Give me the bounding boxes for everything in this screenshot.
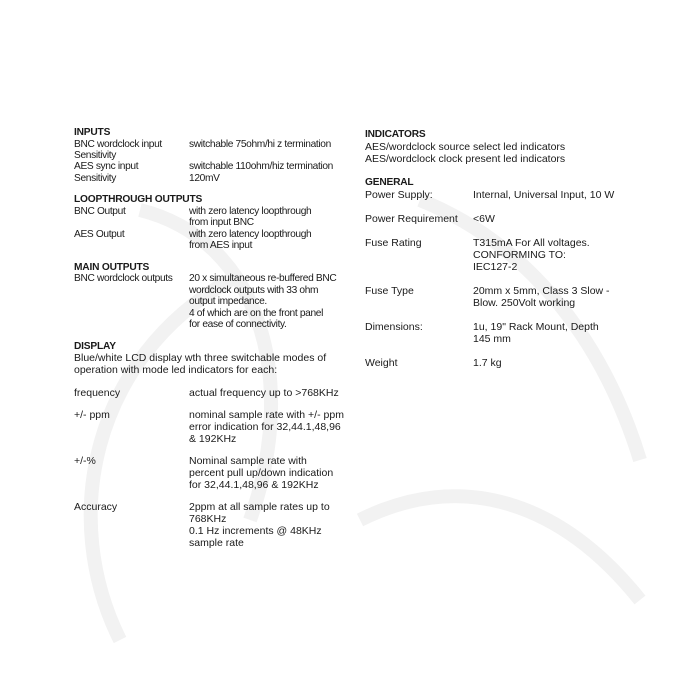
main-outputs-value-line: wordclock outputs with 33 ohm [189,284,319,296]
inputs-label: Sensitivity [74,172,117,184]
inputs-section [74,139,344,185]
general-value-line: Internal, Universal Input, 10 W [473,189,615,201]
general-row [365,285,645,309]
display-value-line: actual frequency up to >768KHz [189,387,339,399]
loopthrough-label: BNC Output [74,205,126,217]
display-value-line: & 192KHz [189,433,237,445]
general-label: Power Requirement [365,213,458,225]
general-value-line: 1.7 kg [473,357,502,369]
general-value-line: <6W [473,213,495,225]
general-value-line: Blow. 250Volt working [473,297,576,309]
display-row [74,455,344,491]
loopthrough-value-line: with zero latency loopthrough [189,228,312,240]
main-outputs-value-line: output impedance. [189,296,267,307]
display-row [74,501,344,549]
loopthrough-row [74,206,344,229]
display-row [74,409,344,445]
general-row [365,189,645,201]
right-column [365,129,645,369]
display-label: Accuracy [74,501,118,513]
inputs-label: Sensitivity [74,150,117,161]
loopthrough-title: LOOPTHROUGH OUTPUTS [74,194,203,205]
main-outputs-value-line: for ease of connectivity. [189,319,287,330]
loopthrough-value-line: from input BNC [189,217,254,228]
general-label: Weight [365,357,398,369]
display-value-line: Nominal sample rate with [189,455,307,467]
main-outputs-label: BNC wordclock outputs [74,273,173,284]
display-value-line: 768KHz [189,513,227,525]
display-value-line: percent pull up/down indication [189,467,334,479]
general-title: GENERAL [365,177,414,188]
inputs-row [74,173,344,185]
general-row [365,213,645,225]
display-row [74,387,344,399]
display-value-line: nominal sample rate with +/- ppm [189,409,344,421]
display-label: +/-% [74,455,96,467]
display-value-line: for 32,44.1,48,96 & 192KHz [189,479,319,491]
general-row [365,237,645,273]
loopthrough-value-line: from AES input [189,240,253,251]
general-label: Fuse Type [365,285,414,297]
general-value-line: IEC127-2 [473,261,518,273]
inputs-value: 120mV [189,172,220,184]
display-value-line: 0.1 Hz increments @ 48KHz [189,525,322,537]
inputs-value: switchable 110ohm/hiz termination [189,161,333,172]
general-value-line: CONFORMING TO: [473,249,566,261]
general-label: Fuse Rating [365,237,422,249]
display-intro-line: operation with mode led indicators for each: [74,364,278,376]
general-value-line: 20mm x 5mm, Class 3 Slow - [473,285,610,297]
display-intro-line: Blue/white LCD display wth three switchable modes of [74,352,327,364]
display-value-line: sample rate [189,537,244,549]
indicators-line: AES/wordclock clock present led indicators [365,153,566,165]
inputs-label: BNC wordclock input [74,138,162,150]
general-row [365,357,645,369]
inputs-label: AES sync input [74,161,139,172]
general-value-line: 1u, 19" Rack Mount, Depth [473,321,599,333]
inputs-value: switchable 75ohm/hi z termination [189,138,331,150]
inputs-row [74,139,344,151]
display-value-line: error indication for 32,44.1,48,96 [189,421,341,433]
general-value-line: T315mA For All voltages. [473,237,590,249]
indicators-line: AES/wordclock source select led indicators [365,141,566,153]
loopthrough-value-line: with zero latency loopthrough [189,205,312,217]
general-row [365,321,645,345]
main-outputs-section [74,273,344,331]
general-value-line: 145 mm [473,333,511,345]
left-column [74,127,344,549]
display-label: frequency [74,387,121,399]
inputs-title: INPUTS [74,127,111,138]
general-label: Power Supply: [365,189,433,201]
display-title: DISPLAY [74,340,116,352]
display-value-line: 2ppm at all sample rates up to [189,501,330,513]
main-outputs-value-line: 20 x simultaneous re-buffered BNC [189,273,337,284]
main-outputs-value-line: 4 of which are on the front panel [189,307,324,319]
inputs-row [74,161,344,173]
indicators-title: INDICATORS [365,129,426,140]
display-section [74,352,344,549]
display-label: +/- ppm [74,409,110,421]
main-outputs-row [74,273,344,331]
loopthrough-label: AES Output [74,228,125,240]
loopthrough-row [74,229,344,252]
main-outputs-title: MAIN OUTPUTS [74,261,150,273]
loopthrough-section [74,206,344,252]
general-label: Dimensions: [365,321,423,333]
